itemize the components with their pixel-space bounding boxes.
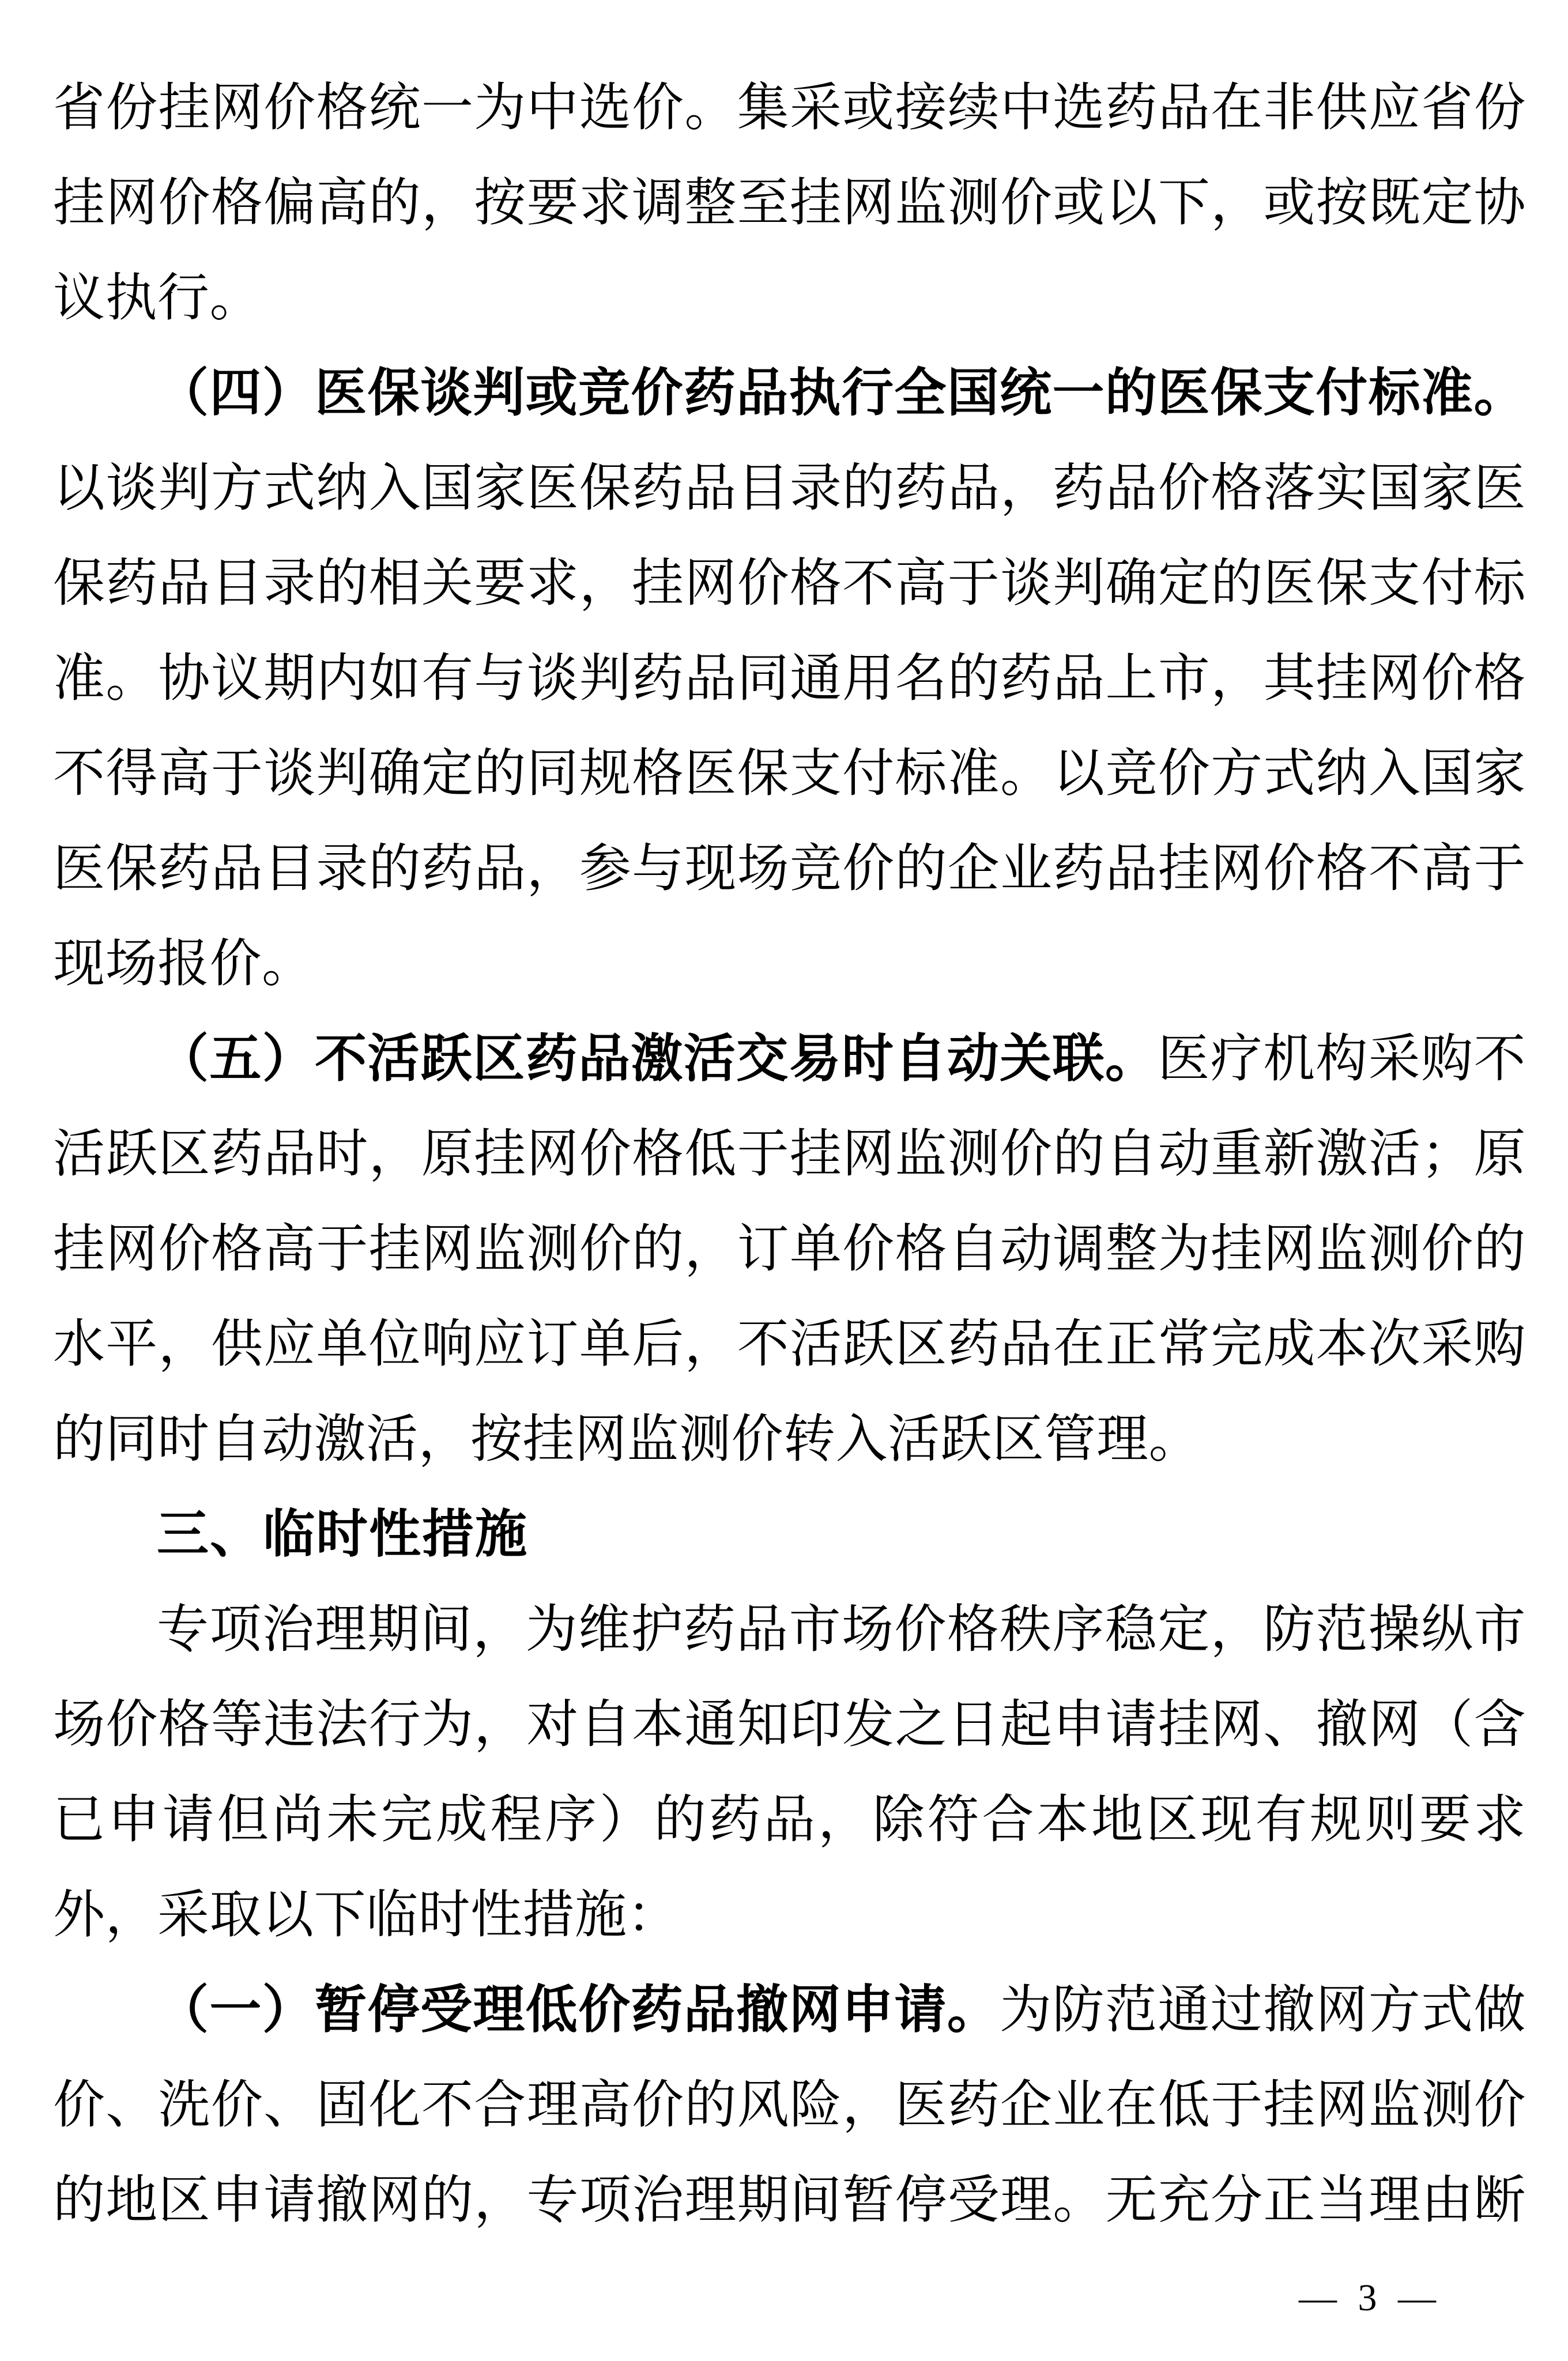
bold-lead-sentence: （四）医保谈判或竞价药品执行全国统一的医保支付标准。 [157, 365, 1526, 422]
body-text: 专项治理期间，为维护药品市场价格秩序稳定，防范操纵市场价格等违法行为，对自本通知印发之日起申请挂网、撤网（含已申请但尚未完成程序）的药品，除符合本地区现有规则要求外，采取以下临时性措施： [53, 1601, 1526, 1944]
paragraph-item-4 [53, 346, 1526, 1012]
bold-lead-sentence: （五）不活跃区药品激活交易时自动关联。 [157, 1031, 1158, 1088]
page-number: — 3 — [1299, 2277, 1442, 2319]
section-heading-text: 三、临时性措施 [157, 1506, 528, 1563]
paragraph-temporary-measures-intro [53, 1582, 1526, 1963]
body-text: 以谈判方式纳入国家医保药品目录的药品，药品价格落实国家医保药品目录的相关要求，挂网价格不高于谈判确定的医保支付标准。协议期内如有与谈判药品同通用名的药品上市，其挂网价格不得高于谈判确定的同规格医保支付标准。以竞价方式纳入国家医保药品目录的药品，参与现场竞价的企业药品挂网价格不高于现场报价。 [53, 460, 1526, 993]
body-text: 省份挂网价格统一为中选价。集采或接续中选药品在非供应省份挂网价格偏高的，按要求调整至挂网监测价或以下，或按既定协议执行。 [53, 80, 1526, 327]
paragraph-item-5 [53, 1012, 1526, 1487]
paragraph-item-1 [53, 1963, 1526, 2248]
body-text: 医疗机构采购不活跃区药品时，原挂网价格低于挂网监测价的自动重新激活；原挂网价格高于挂网监测价的，订单价格自动调整为挂网监测价的水平，供应单位响应订单后，不活跃区药品在正常完成本次采购的同时自动激活，按挂网监测价转入活跃区管理。 [53, 1031, 1526, 1468]
paragraph-continuation [53, 61, 1526, 346]
body-text: 为防范通过撤网方式做价、洗价、固化不合理高价的风险，医药企业在低于挂网监测价的地区申请撤网的，专项治理期间暂停受理。无充分正当理由断 [53, 1982, 1526, 2229]
bold-lead-sentence: （一）暂停受理低价药品撤网申请。 [157, 1982, 1000, 2039]
page-body [53, 61, 1526, 2248]
section-heading [53, 1487, 1526, 1582]
